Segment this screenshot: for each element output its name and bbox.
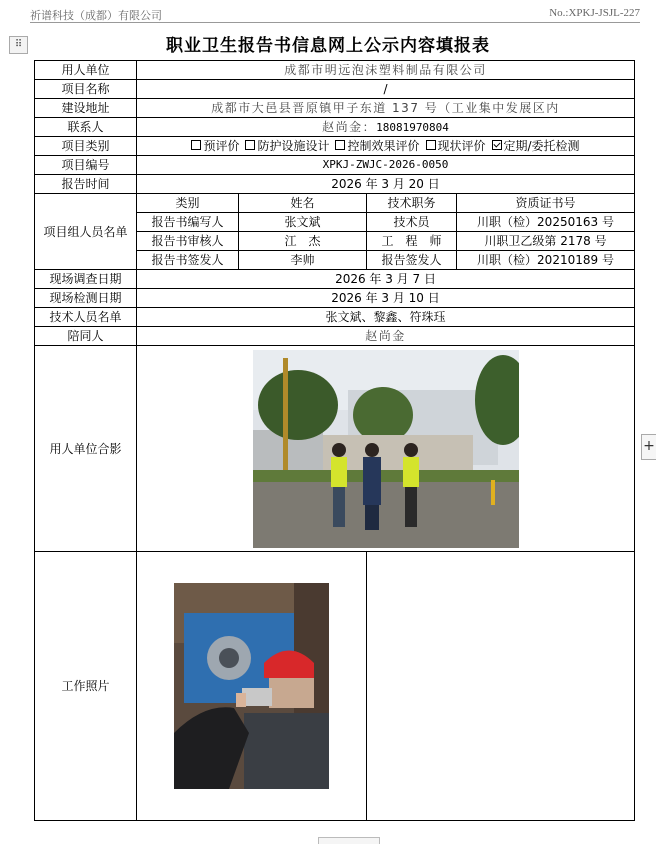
work-photo[interactable] bbox=[174, 583, 329, 789]
contact-phone: 18081970804 bbox=[376, 120, 449, 134]
tech-staff-value[interactable]: 张文斌、黎鑫、符珠珏 bbox=[137, 308, 635, 327]
team-cell[interactable]: 报告书审核人 bbox=[137, 232, 239, 251]
project-no-value[interactable]: XPKJ-ZWJC-2026-0050 bbox=[137, 156, 635, 175]
escort-value[interactable]: 赵尚金 bbox=[137, 327, 635, 346]
survey-date-label: 现场调查日期 bbox=[35, 270, 137, 289]
contact-name: 赵尚金： bbox=[322, 119, 377, 134]
team-cell[interactable]: 技术员 bbox=[367, 213, 457, 232]
company-header: 祈谱科技（成都）有限公司 bbox=[30, 9, 162, 22]
checkbox-icon[interactable] bbox=[426, 140, 436, 150]
team-cell[interactable]: 川职卫乙级第 2178 号 bbox=[457, 232, 635, 251]
team-cell[interactable]: 报告书编写人 bbox=[137, 213, 239, 232]
header-divider bbox=[30, 22, 640, 23]
work-photo-cell[interactable] bbox=[137, 552, 367, 821]
team-cell[interactable]: 江 杰 bbox=[239, 232, 367, 251]
checkbox-icon[interactable] bbox=[191, 140, 201, 150]
team-cell[interactable]: 张文斌 bbox=[239, 213, 367, 232]
category-label: 项目类别 bbox=[35, 137, 137, 156]
team-cell[interactable]: 李帅 bbox=[239, 251, 367, 270]
team-header-category: 类别 bbox=[137, 194, 239, 213]
group-photo-cell[interactable] bbox=[137, 346, 635, 552]
checkbox-icon[interactable] bbox=[245, 140, 255, 150]
form-title: 职业卫生报告书信息网上公示内容填报表 bbox=[166, 36, 490, 56]
contact-label: 联系人 bbox=[35, 118, 137, 137]
project-no-label: 项目编号 bbox=[35, 156, 137, 175]
report-time-label: 报告时间 bbox=[35, 175, 137, 194]
team-cell[interactable]: 工 程 师 bbox=[367, 232, 457, 251]
detect-date-label: 现场检测日期 bbox=[35, 289, 137, 308]
group-photo-label: 用人单位合影 bbox=[35, 346, 137, 552]
work-photo-label: 工作照片 bbox=[35, 552, 137, 821]
contact-value[interactable] bbox=[137, 118, 635, 137]
table-handle-icon[interactable]: ⠿ bbox=[9, 36, 28, 54]
team-cell[interactable]: 报告签发人 bbox=[367, 251, 457, 270]
work-photo-image bbox=[174, 583, 329, 789]
category-options bbox=[137, 137, 635, 156]
team-label: 项目组人员名单 bbox=[35, 194, 137, 270]
tech-staff-label: 技术人员名单 bbox=[35, 308, 137, 327]
category-option-periodic-detection[interactable]: 定期/委托检测 bbox=[492, 139, 580, 153]
checked-checkbox-icon[interactable] bbox=[492, 140, 502, 150]
employer-label: 用人单位 bbox=[35, 61, 137, 80]
report-form-table bbox=[34, 60, 635, 821]
group-photo-image bbox=[253, 350, 519, 548]
address-value[interactable]: 成都市大邑县晋原镇甲子东道 137 号（工业集中发展区内 bbox=[137, 99, 635, 118]
project-name-value[interactable]: / bbox=[137, 80, 635, 99]
team-header-name: 姓名 bbox=[239, 194, 367, 213]
team-header-title: 技术职务 bbox=[367, 194, 457, 213]
team-cell[interactable]: 川职（检）20250163 号 bbox=[457, 213, 635, 232]
team-header-cert: 资质证书号 bbox=[457, 194, 635, 213]
team-cell[interactable]: 报告书签发人 bbox=[137, 251, 239, 270]
add-column-icon[interactable]: + bbox=[641, 434, 656, 460]
team-cell[interactable]: 川职（检）20210189 号 bbox=[457, 251, 635, 270]
group-photo[interactable] bbox=[253, 350, 519, 548]
report-time-value[interactable]: 2026 年 3 月 20 日 bbox=[137, 175, 635, 194]
category-option-protection-design[interactable]: 防护设施设计 bbox=[245, 139, 329, 153]
address-label: 建设地址 bbox=[35, 99, 137, 118]
employer-value[interactable]: 成都市明远泡沫塑料制品有限公司 bbox=[137, 61, 635, 80]
checkbox-icon[interactable] bbox=[335, 140, 345, 150]
work-photo-empty-cell[interactable] bbox=[367, 552, 635, 821]
category-option-status-evaluation[interactable]: 现状评价 bbox=[426, 139, 486, 153]
detect-date-value[interactable]: 2026 年 3 月 10 日 bbox=[137, 289, 635, 308]
escort-label: 陪同人 bbox=[35, 327, 137, 346]
document-number: No.:XPKJ-JSJL-227 bbox=[549, 7, 640, 19]
category-option-pre-evaluation[interactable]: 预评价 bbox=[191, 139, 239, 153]
category-option-control-evaluation[interactable]: 控制效果评价 bbox=[335, 139, 419, 153]
project-name-label: 项目名称 bbox=[35, 80, 137, 99]
survey-date-value[interactable]: 2026 年 3 月 7 日 bbox=[137, 270, 635, 289]
